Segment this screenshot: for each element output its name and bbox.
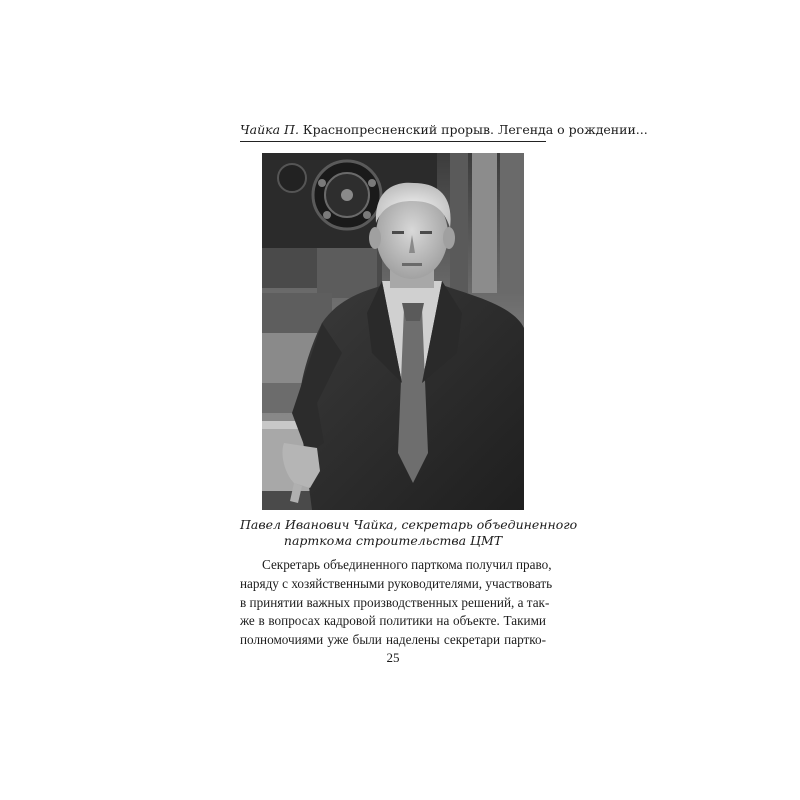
running-head-title: Краснопресненский прорыв. Легенда о рождении...: [302, 122, 648, 137]
header-rule: [240, 141, 546, 142]
body-paragraph: [240, 556, 553, 650]
photo-caption: [240, 517, 578, 549]
caption-line-2: парткома строительства ЦМТ: [283, 533, 503, 548]
portrait-illustration: [262, 153, 524, 510]
running-head: [240, 122, 648, 138]
body-line: полномочиями уже были наделены секретари партко-: [240, 632, 546, 648]
running-head-author: Чайка П.: [240, 122, 299, 137]
body-line: же в вопросах кадровой политики на объекте. Такими: [240, 613, 546, 629]
page-number: 25: [386, 650, 400, 665]
body-line: в принятии важных производственных решений, а так-: [240, 594, 550, 610]
body-line: Секретарь объединенного парткома получил право,: [262, 557, 552, 572]
caption-line-1: Павел Иванович Чайка, секретарь объединенного: [240, 517, 578, 532]
portrait-photo: [262, 153, 524, 510]
body-line: наряду с хозяйственными руководителями, участвовать: [240, 575, 553, 591]
